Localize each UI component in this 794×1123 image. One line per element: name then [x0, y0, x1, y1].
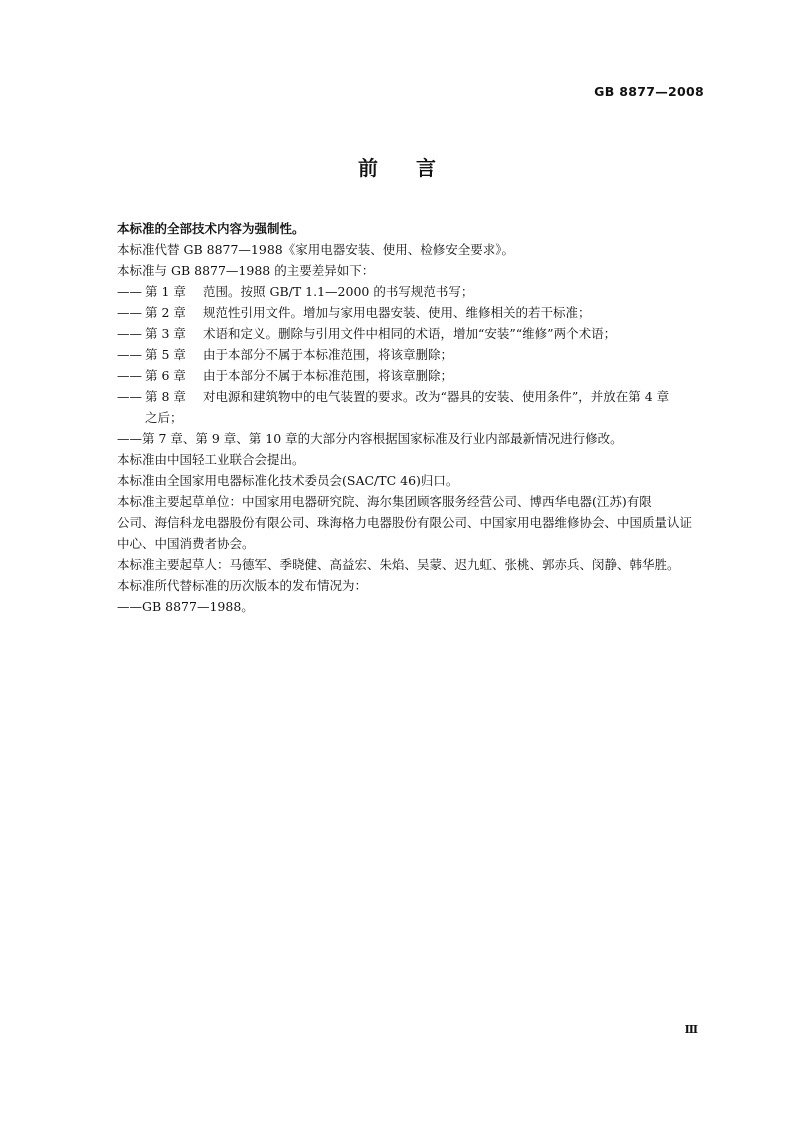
- chapter-label: 第 6 章: [145, 368, 186, 383]
- committee-statement: 本标准由全国家用电器标准化技术委员会(SAC/TC 46)归口。: [117, 473, 459, 488]
- difference-text: 由于本部分不属于本标准范围，将该章删除；: [203, 347, 454, 362]
- drafters-statement: 本标准主要起草人：马德军、季晓健、高益宏、朱焰、吴蒙、迟九虹、张桃、郭赤兵、闵静、韩华胜。: [117, 557, 680, 572]
- difference-item: [117, 302, 707, 323]
- drafting-units-line-3: 中心、中国消费者协会。: [117, 536, 255, 551]
- dash-marker: ——: [117, 284, 142, 299]
- proposer-statement: 本标准由中国轻工业联合会提出。: [117, 452, 305, 467]
- dash-marker: ——: [117, 347, 142, 362]
- dash-marker: ——: [117, 305, 142, 320]
- difference-text: 规范性引用文件。增加与家用电器安装、使用、维修相关的若干标准；: [203, 305, 591, 320]
- page-title: [0, 152, 794, 181]
- difference-item: [117, 386, 707, 407]
- foreword-body: [117, 218, 707, 617]
- chapter-label: 第 8 章: [145, 389, 186, 404]
- difference-text: 对电源和建筑物中的电气装置的要求。改为“器具的安装、使用条件”，并放在第 4 章: [203, 389, 670, 404]
- difference-item: [117, 281, 707, 302]
- chapter-label: 第 5 章: [145, 347, 186, 362]
- dash-marker: ——: [117, 368, 142, 383]
- mandatory-statement: 本标准的全部技术内容为强制性。: [117, 221, 305, 236]
- dash-marker: ——: [117, 389, 142, 404]
- standard-number: GB 8877—2008: [594, 84, 704, 99]
- difference-item: [117, 344, 707, 365]
- drafting-units-line-1: 本标准主要起草单位：中国家用电器研究院、海尔集团顾客服务经营公司、博西华电器(江苏)有限: [117, 494, 652, 509]
- differences-intro: 本标准与 GB 8877—1988 的主要差异如下：: [117, 263, 375, 278]
- drafting-units-line-2: 公司、海信科龙电器股份有限公司、珠海格力电器股份有限公司、中国家用电器维修协会、中国质量认证: [117, 515, 693, 530]
- difference-text: 术语和定义。删除与引用文件中相同的术语，增加“安装”“维修”两个术语；: [203, 326, 617, 341]
- difference-item-continuation: 之后；: [145, 410, 183, 425]
- difference-item-last: ——第 7 章、第 9 章、第 10 章的大部分内容根据国家标准及行业内部最新情况进行修改。: [117, 431, 623, 446]
- chapter-label: 第 1 章: [145, 284, 186, 299]
- chapter-label: 第 3 章: [145, 326, 186, 341]
- difference-text: 范围。按照 GB/T 1.1—2000 的书写规范书写；: [203, 284, 474, 299]
- difference-text: 由于本部分不属于本标准范围，将该章删除；: [203, 368, 454, 383]
- page-number: Ⅲ: [684, 1023, 698, 1036]
- history-item: ——GB 8877—1988。: [117, 599, 254, 614]
- history-intro: 本标准所代替标准的历次版本的发布情况为：: [117, 578, 368, 593]
- title-char-1: 前: [358, 156, 378, 180]
- difference-item: [117, 323, 707, 344]
- chapter-label: 第 2 章: [145, 305, 186, 320]
- replaces-statement: 本标准代替 GB 8877—1988《家用电器安装、使用、检修安全要求》。: [117, 242, 514, 257]
- dash-marker: ——: [117, 326, 142, 341]
- title-char-2: 言: [416, 156, 436, 180]
- difference-item: [117, 365, 707, 386]
